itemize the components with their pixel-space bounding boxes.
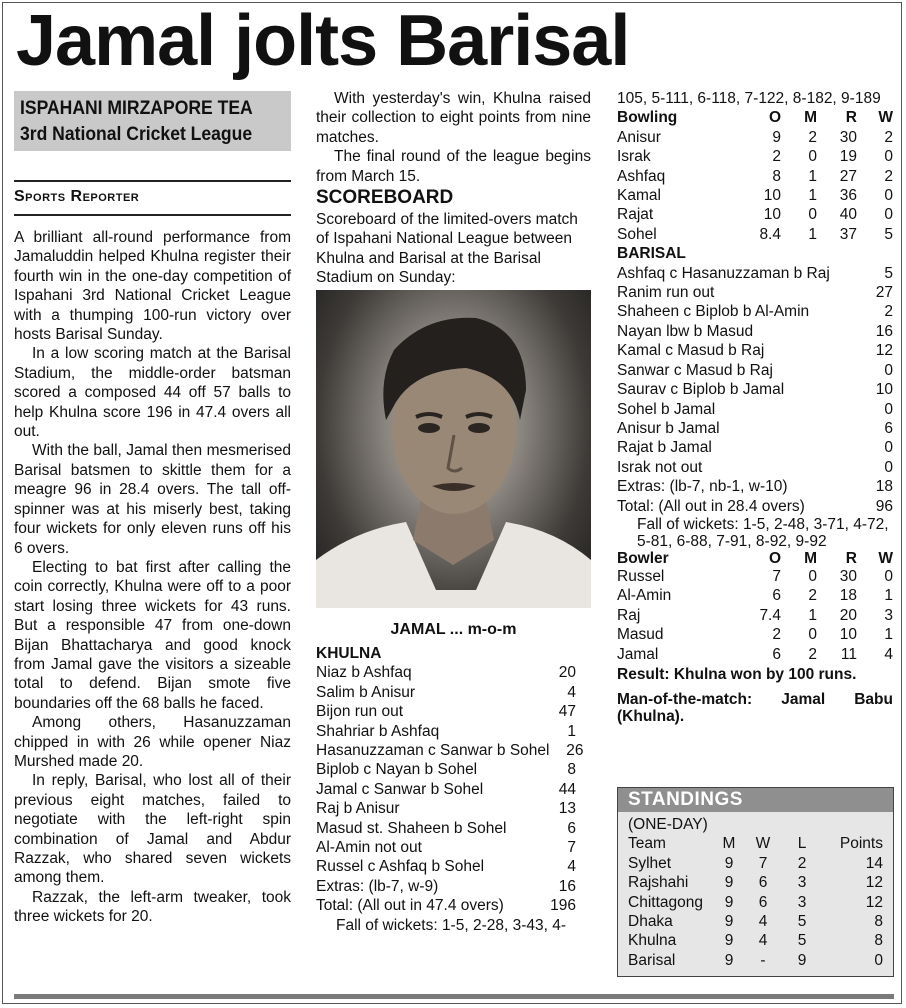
batting-row: [316, 857, 576, 876]
batting-row: [617, 302, 893, 321]
standings-value: 9: [724, 932, 734, 950]
barisal-bowling-table: [617, 128, 893, 244]
batsman-runs: 2: [884, 303, 893, 321]
batsman-runs: 8: [567, 761, 576, 779]
batsman-runs: 6: [884, 419, 893, 437]
batsman-name: Kamal c Masud b Raj: [617, 342, 765, 360]
bowling-row: [617, 606, 893, 625]
batsman-name: Sanwar c Masud b Raj: [617, 361, 773, 379]
standings-value: 12: [865, 874, 883, 892]
bowling-row: [617, 186, 893, 205]
scoreboard-intro: Scoreboard of the limited-overs match of Ispahani National League between Khulna and Barisal at the Barisal Stadium on Sunday:: [316, 211, 578, 287]
standings-value: 3: [797, 874, 807, 892]
standings-row: [628, 873, 883, 892]
bowler-name: Al-Amin: [617, 587, 672, 605]
bowling-figure: 0: [808, 206, 817, 224]
headline: Jamal jolts Barisal: [16, 1, 630, 81]
bowler-name: Raj: [617, 606, 641, 624]
bowler-name: Ashfaq: [617, 167, 666, 185]
standings-value: 6: [758, 893, 768, 911]
standings-value: 8: [874, 913, 883, 931]
standings-value: 7: [758, 854, 768, 872]
standings-team: Dhaka: [628, 913, 673, 931]
bowling-figure: 6: [772, 587, 781, 605]
bowler-name: Sohel: [617, 225, 657, 243]
batsman-name: Extras: (lb-7, w-9): [316, 877, 439, 895]
batsman-name: Saurav c Biplob b Jamal: [617, 381, 785, 399]
khulna-bowling-header: [617, 550, 893, 567]
story-column-3: [617, 89, 893, 725]
bowling-col-header: M: [804, 549, 817, 567]
khulna-team-heading: KHULNA: [316, 645, 382, 662]
standings-value: 12: [865, 893, 883, 911]
batsman-runs: 26: [566, 742, 584, 760]
standings-subtitle: (ONE-DAY): [628, 816, 708, 833]
kicker-box: [14, 91, 291, 151]
story-paragraph: With the ball, Jamal then mesmerised Barisal batsmen to skittle them for a meagre 96 in 28.4 overs. The tall off-spinner was at his miserly best, taking four wickets for only eleven runs off his 6 overs.: [14, 442, 291, 557]
batsman-name: Extras: (lb-7, nb-1, w-10): [617, 478, 788, 496]
story-column-2: [316, 89, 591, 288]
standings-value: 9: [797, 951, 807, 969]
batting-row: [316, 877, 576, 896]
khulna-bowling-table: [617, 567, 893, 664]
barisal-batting-list: [617, 264, 893, 516]
match-result: Result: Khulna won by 100 runs.: [617, 665, 857, 683]
batsman-runs: 10: [875, 381, 893, 399]
standings-row: [628, 912, 883, 931]
bowling-figure: 2: [884, 128, 893, 146]
standings-value: -: [760, 951, 766, 969]
bowling-figure: 8.4: [759, 225, 781, 243]
bowling-row: [617, 625, 893, 644]
bowling-figure: 0: [808, 148, 817, 166]
batsman-name: Al-Amin not out: [316, 839, 422, 857]
batting-row: [617, 400, 893, 419]
bowling-figure: 0: [884, 148, 893, 166]
batsman-name: Salim b Anisur: [316, 683, 416, 701]
batting-row: [617, 361, 893, 380]
byline-rule-bottom: [14, 214, 291, 216]
bowling-figure: 27: [839, 167, 857, 185]
batsman-name: Niaz b Ashfaq: [316, 664, 412, 682]
bowler-name: Russel: [617, 567, 665, 585]
standings-team: Khulna: [628, 932, 677, 950]
batsman-runs: 47: [558, 703, 576, 721]
bowler-name: Anisur: [617, 128, 661, 146]
kicker-line-league: 3rd National Cricket League: [20, 123, 253, 145]
bowling-figure: 3: [884, 606, 893, 624]
standings-value: 14: [865, 854, 883, 872]
batsman-name: Hasanuzzaman c Sanwar b Sohel: [316, 742, 550, 760]
standings-value: 4: [758, 932, 768, 950]
bowling-figure: 11: [840, 645, 857, 663]
story-paragraph: In reply, Barisal, who lost all of their previous eight matches, failed to negotiate with the left-right spin combination of Jamal and Abdur Razzak, who shared seven wickets among them.: [14, 772, 291, 887]
story-paragraph: A brilliant all-round performance from Jamaluddin helped Khulna register their fourth win in the one-day competition of Ispahani 3rd National Cricket League with a thumping 100-run victory over hosts Barisal Sunday.: [14, 229, 291, 344]
batsman-name: Russel c Ashfaq b Sohel: [316, 858, 485, 876]
batting-row: [617, 458, 893, 477]
standings-value: 9: [724, 951, 734, 969]
bowling-figure: 1: [884, 626, 893, 644]
bowling-col-header: R: [845, 549, 857, 567]
bowling-col-header: W: [878, 109, 893, 127]
bowling-figure: 1: [808, 225, 817, 243]
batsman-runs: 16: [875, 322, 893, 340]
standings-value: 9: [724, 893, 734, 911]
batsman-name: Masud st. Shaheen b Sohel: [316, 819, 507, 837]
barisal-fall-of-wickets: Fall of wickets: 1-5, 2-48, 3-71, 4-72, 5-81, 6-88, 7-91, 8-92, 9-92: [637, 515, 889, 550]
batting-row: [316, 896, 576, 915]
batsman-name: Ashfaq c Hasanuzzaman b Raj: [617, 264, 830, 282]
batsman-runs: 27: [875, 284, 893, 302]
standings-value: 0: [874, 951, 883, 969]
bowling-figure: 18: [839, 587, 857, 605]
batting-row: [316, 683, 576, 702]
byline-text: Sports Reporter: [14, 188, 140, 205]
batsman-name: Shaheen c Biplob b Al-Amin: [617, 303, 810, 321]
standings-table: [628, 854, 883, 970]
barisal-team-heading: BARISAL: [617, 245, 686, 263]
story-paragraph: Among others, Hasanuzzaman chipped in with 26 while opener Niaz Murshed made 20.: [14, 714, 291, 770]
bowling-figure: 36: [839, 187, 857, 205]
bowling-figure: 8: [772, 167, 781, 185]
bowling-figure: 40: [839, 206, 857, 224]
batting-row: [617, 477, 893, 496]
standings-value: 2: [797, 854, 807, 872]
batting-row: [316, 819, 576, 838]
bowling-figure: 4: [884, 645, 893, 663]
bowler-name: Jamal: [617, 645, 659, 663]
bowling-figure: 30: [839, 128, 857, 146]
standings-team: Sylhet: [628, 854, 672, 872]
batsman-runs: 44: [558, 780, 576, 798]
barisal-bowling-header: [617, 108, 893, 127]
batsman-runs: 0: [884, 439, 893, 457]
batsman-name: Ranim run out: [617, 284, 715, 302]
bowling-figure: 30: [839, 567, 857, 585]
bowling-figure: 1: [808, 606, 817, 624]
batting-row: [316, 663, 576, 682]
bowling-figure: 37: [839, 225, 857, 243]
batsman-runs: 16: [558, 877, 576, 895]
batsman-runs: 12: [875, 342, 893, 360]
bowling-col-header: Bowling: [617, 109, 678, 127]
bowling-figure: 1: [808, 187, 817, 205]
player-photo: [316, 290, 591, 608]
story-paragraph: Electing to bat first after calling the coin correctly, Khulna were off to a poor start losing three wickets for 43 runs. But a responsible 47 from one-down Bijan Bhattacharya and good knock from Jamal gave the visitors a sizeable total to defend. Bijan smote five boundaries off the 68 balls he faced.: [14, 558, 291, 712]
bowling-figure: 10: [763, 187, 781, 205]
standings-col-header: Points: [839, 835, 883, 853]
batsman-runs: 7: [567, 839, 576, 857]
batsman-name: Raj b Anisur: [316, 800, 400, 818]
bowling-figure: 0: [884, 567, 893, 585]
bowling-figure: 2: [808, 645, 817, 663]
standings-row: [628, 893, 883, 912]
batting-row: [617, 283, 893, 302]
standings-team: Rajshahi: [628, 874, 689, 892]
batsman-name: Jamal c Sanwar b Sohel: [316, 780, 484, 798]
standings-col-header: M: [722, 835, 736, 853]
khulna-batting-list: [316, 663, 584, 915]
standings-row: [628, 931, 883, 950]
batsman-runs: 0: [884, 458, 893, 476]
standings-title: STANDINGS: [618, 788, 893, 812]
batting-row: [617, 341, 893, 360]
batting-row: [316, 780, 576, 799]
bowling-figure: 2: [772, 148, 781, 166]
bowling-col-header: Bowler: [617, 549, 669, 567]
khulna-fall-of-wickets: Fall of wickets: 1-5, 2-28, 3-43, 4-: [336, 916, 567, 934]
batsman-name: Rajat b Jamal: [617, 439, 712, 457]
batsman-runs: 20: [558, 664, 576, 682]
batting-row: [316, 702, 576, 721]
bowling-figure: 2: [808, 587, 817, 605]
bowling-figure: 0: [884, 187, 893, 205]
bowling-row: [617, 167, 893, 186]
batting-row: [617, 438, 893, 457]
standings-col-header: L: [797, 835, 807, 853]
bowling-col-header: O: [768, 549, 781, 567]
standings-row: [628, 854, 883, 873]
player-portrait-image: [316, 290, 591, 608]
bowling-col-header: M: [804, 109, 817, 127]
standings-value: 9: [724, 913, 734, 931]
story-paragraph: With yesterday's win, Khulna raised their collection to eight points from nine matches.: [316, 90, 591, 146]
batsman-runs: 1: [567, 722, 576, 740]
batsman-name: Anisur b Jamal: [617, 419, 720, 437]
bowling-figure: 0: [884, 206, 893, 224]
bowling-row: [617, 205, 893, 224]
standings-value: 6: [758, 874, 768, 892]
story-column-1: [14, 228, 291, 927]
standings-box: [617, 787, 894, 977]
batting-row: [316, 741, 584, 760]
bowling-figure: 1: [808, 167, 817, 185]
bottom-rule: [14, 994, 894, 999]
batting-row: [617, 497, 893, 516]
bowler-name: Israk: [617, 148, 651, 166]
batsman-runs: 13: [558, 800, 576, 818]
batsman-name: Sohel b Jamal: [617, 400, 716, 418]
bowling-col-header: O: [768, 109, 781, 127]
batsman-runs: 0: [884, 400, 893, 418]
bowling-col-header: W: [878, 549, 893, 567]
batsman-name: Bijon run out: [316, 703, 404, 721]
scoreboard-heading: SCOREBOARD: [316, 187, 454, 209]
standings-body: [618, 812, 893, 970]
bowler-name: Kamal: [617, 187, 661, 205]
khulna-fall-of-wickets-continued: 105, 5-111, 6-118, 7-122, 8-182, 9-189: [617, 90, 881, 107]
story-paragraph: In a low scoring match at the Barisal Stadium, the middle-order batsman scored a composed 44 off 57 balls to help Khulna score 196 in 47.4 overs all out.: [14, 345, 291, 441]
batting-row: [316, 760, 576, 779]
bowling-figure: 2: [808, 128, 817, 146]
story-paragraph: Razzak, the left-arm tweaker, took three wickets for 20.: [14, 888, 291, 926]
bowling-figure: 6: [772, 645, 781, 663]
batsman-runs: 4: [567, 683, 576, 701]
standings-value: 9: [724, 854, 734, 872]
bowling-figure: 20: [839, 606, 857, 624]
batting-row: [617, 322, 893, 341]
bowling-row: [617, 567, 893, 586]
bowling-figure: 0: [808, 626, 817, 644]
story-paragraph: The final round of the league begins from March 15.: [316, 148, 591, 185]
bowling-figure: 9: [772, 128, 781, 146]
standings-team: Chittagong: [628, 893, 703, 911]
bowling-figure: 19: [839, 148, 857, 166]
standings-col-header: Team: [628, 835, 666, 853]
bowling-figure: 10: [839, 626, 857, 644]
batting-row: [617, 380, 893, 399]
bowling-row: [617, 147, 893, 166]
photo-caption: JAMAL ... m-o-m: [390, 621, 517, 638]
bowling-figure: 0: [808, 567, 817, 585]
batsman-name: Biplob c Nayan b Sohel: [316, 761, 478, 779]
bowling-col-header: R: [845, 109, 857, 127]
bowling-figure: 5: [884, 225, 893, 243]
byline-rule-top: [14, 180, 291, 182]
batting-row: [617, 264, 893, 283]
standings-value: 5: [797, 913, 807, 931]
standings-team: Barisal: [628, 951, 676, 969]
batsman-name: Nayan lbw b Masud: [617, 322, 754, 340]
bowling-row: [617, 128, 893, 147]
khulna-scorecard: [316, 644, 584, 935]
byline: [14, 188, 139, 206]
batsman-name: Total: (All out in 47.4 overs): [316, 897, 504, 915]
batsman-runs: 4: [567, 858, 576, 876]
batsman-runs: 0: [884, 361, 893, 379]
batsman-runs: 196: [550, 897, 576, 915]
batsman-name: Shahriar b Ashfaq: [316, 722, 440, 740]
bowling-row: [617, 586, 893, 605]
bowling-figure: 10: [763, 206, 781, 224]
standings-value: 9: [724, 874, 734, 892]
bowler-name: Masud: [617, 626, 664, 644]
standings-col-header: W: [755, 835, 771, 853]
standings-value: 3: [797, 893, 807, 911]
batsman-runs: 5: [884, 264, 893, 282]
man-of-the-match: Man-of-the-match: Jamal Babu (Khulna).: [617, 690, 893, 725]
bowling-figure: 2: [884, 167, 893, 185]
bowling-row: [617, 225, 893, 244]
batting-row: [316, 799, 576, 818]
batting-row: [316, 838, 576, 857]
bowler-name: Rajat: [617, 206, 654, 224]
standings-row: [628, 951, 883, 970]
bowling-figure: 2: [772, 626, 781, 644]
batsman-runs: 96: [875, 497, 893, 515]
batting-row: [316, 722, 576, 741]
standings-value: 4: [758, 913, 768, 931]
bowling-figure: 1: [884, 587, 893, 605]
bowling-figure: 7.4: [759, 606, 781, 624]
batsman-name: Total: (All out in 28.4 overs): [617, 497, 805, 515]
kicker-line-sponsor: ISPAHANI MIRZAPORE TEA: [20, 97, 253, 119]
bowling-row: [617, 645, 893, 664]
standings-header-row: [628, 834, 883, 853]
batsman-runs: 18: [875, 478, 893, 496]
batsman-runs: 6: [567, 819, 576, 837]
batsman-name: Israk not out: [617, 458, 703, 476]
standings-value: 8: [874, 932, 883, 950]
standings-value: 5: [797, 932, 807, 950]
batting-row: [617, 419, 893, 438]
bowling-figure: 7: [772, 567, 781, 585]
